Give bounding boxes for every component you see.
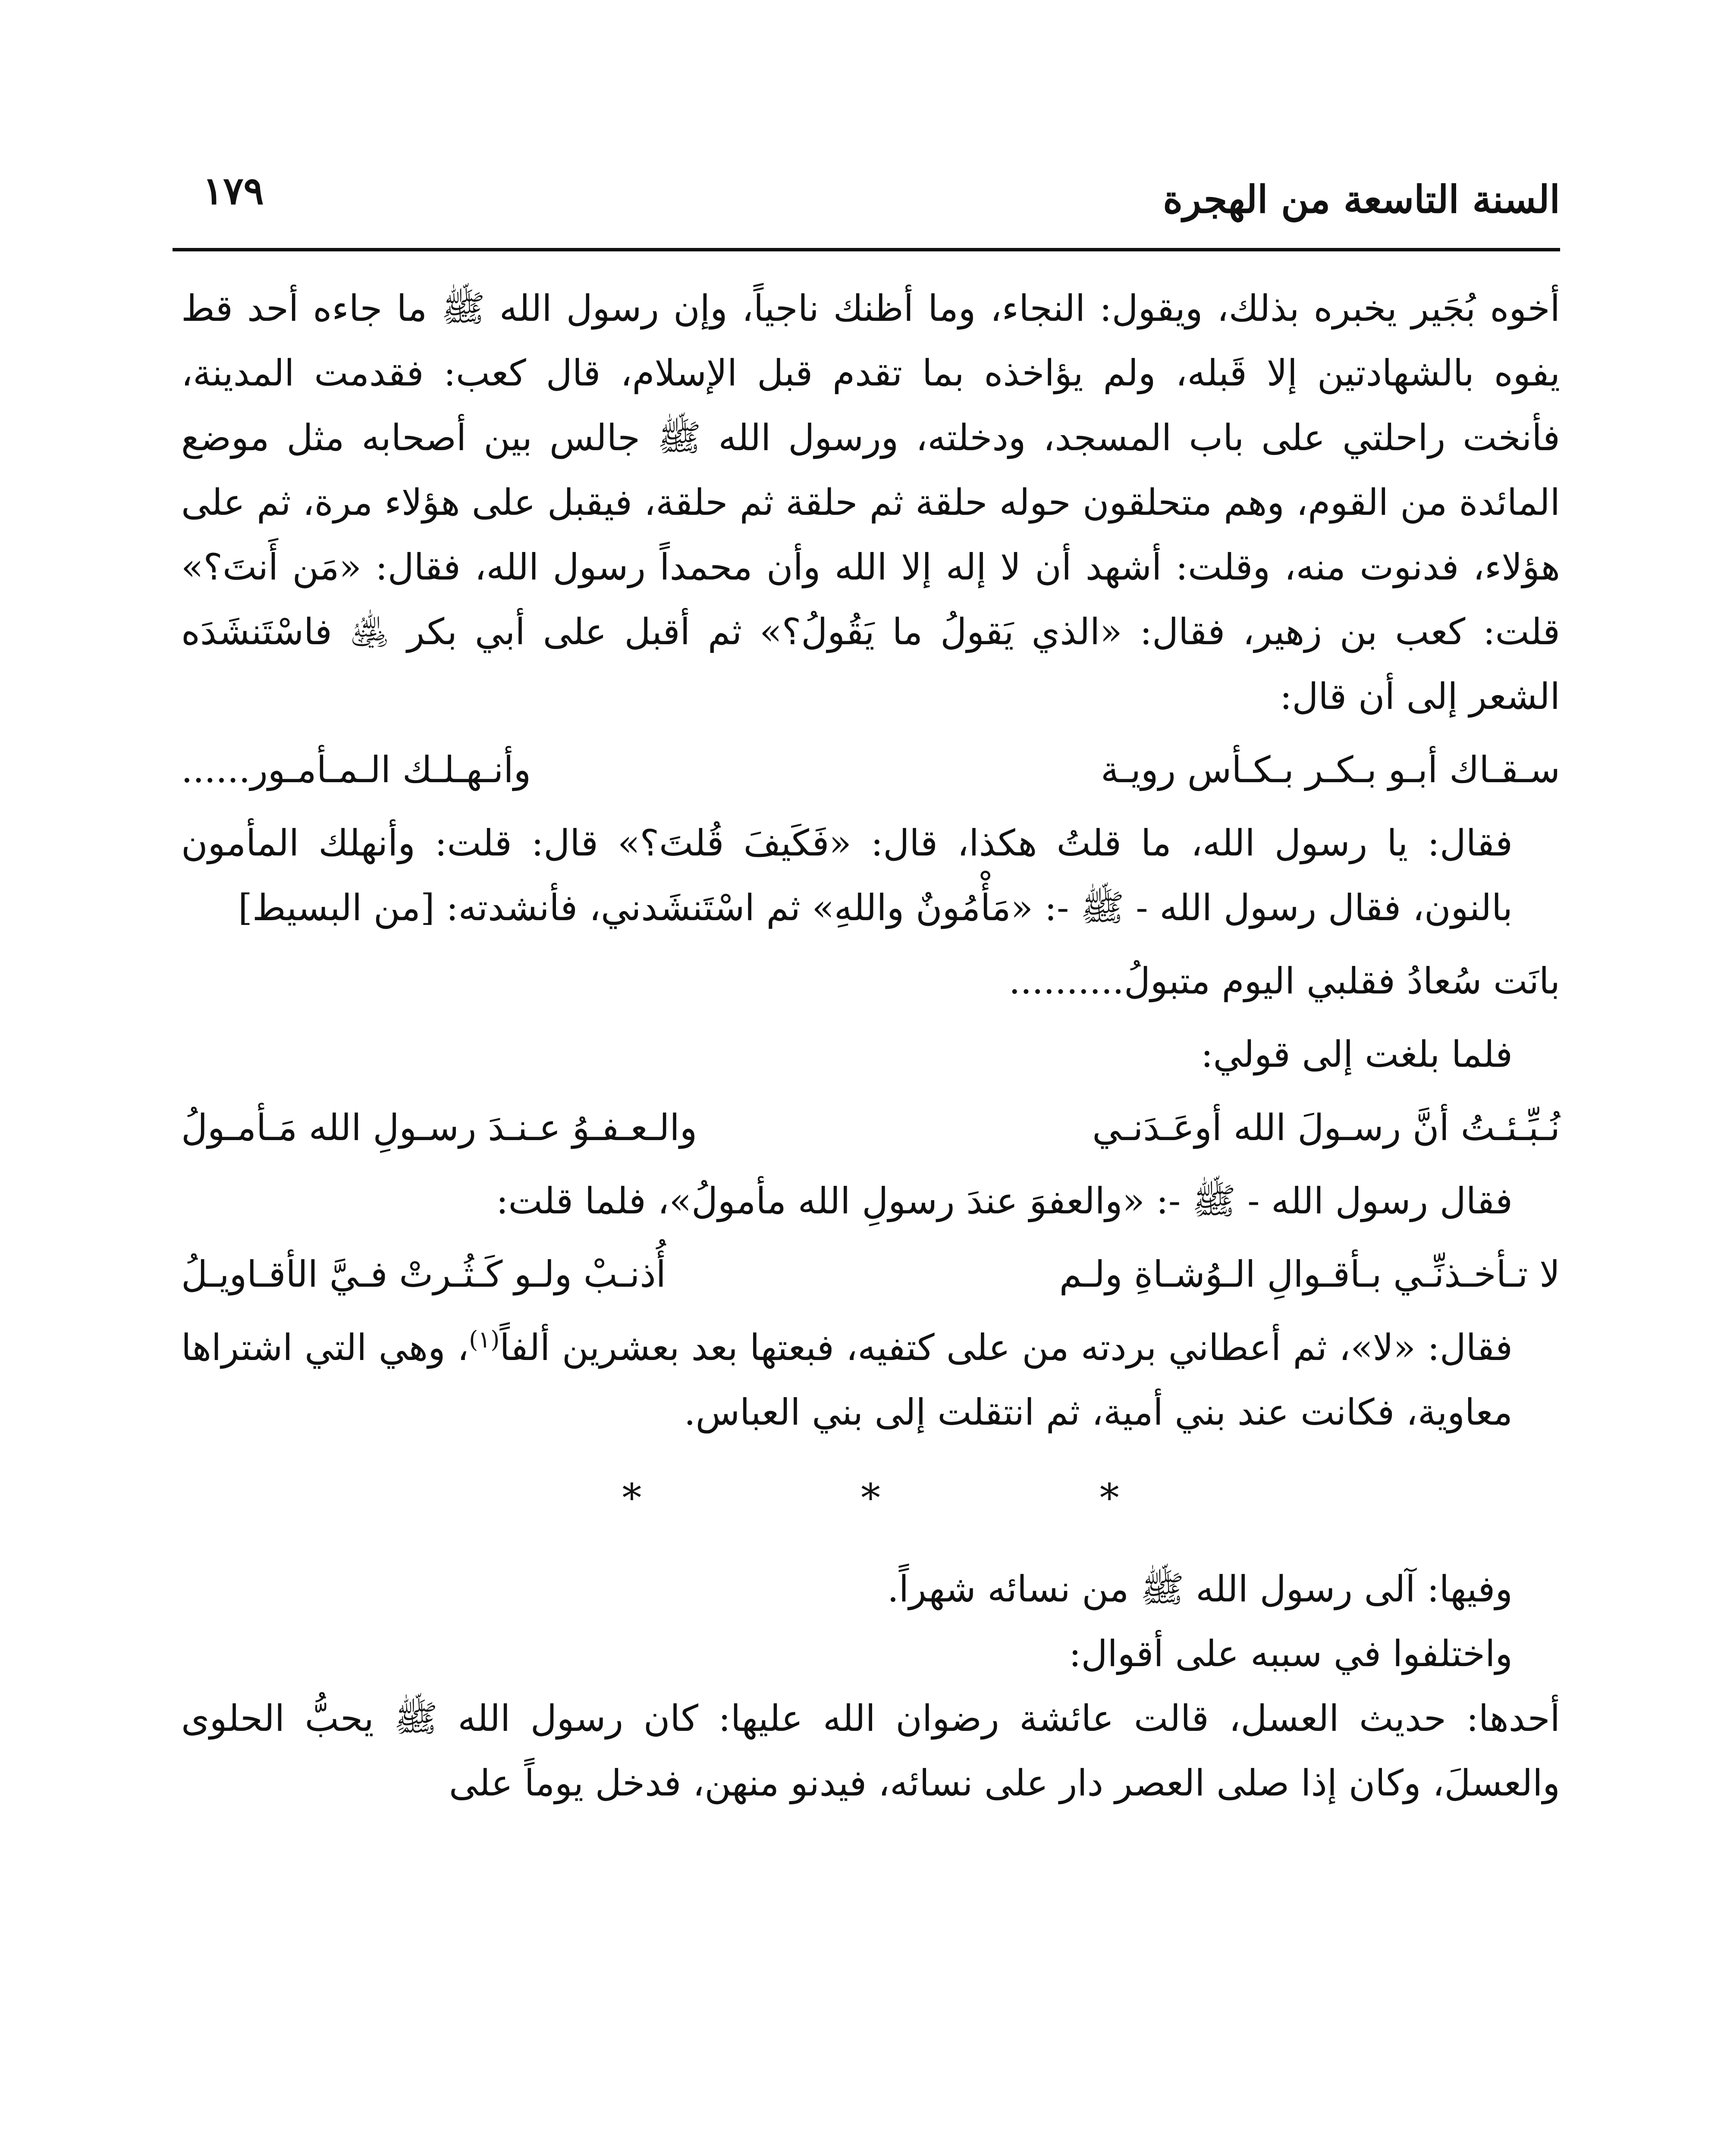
- verse-saqaka: [181, 737, 1560, 802]
- paragraph-forgiveness: فقال رسول الله - ﷺ -: «والعفوَ عندَ رسولِ الله مأمولُ»، فلما قلت:: [496, 1180, 1513, 1222]
- page-number: ١٧٩: [203, 168, 264, 213]
- verse-first-hemistich: لا تـأخـذنِّـي بـأقـوالِ الـوُشـاةِ ولـم: [1059, 1253, 1560, 1295]
- paragraph-kaab-arrival: أخوه بُجَير يخبره بذلك، ويقول: النجاء، وما أظنك ناجياً، وإن رسول الله ﷺ ما جاءه أحد قط يفوه بالشهادتين إلا قَبله، ولم يؤاخذه بما تقدم قبل الإسلام، قال كعب: فقدمت المدينة، فأنخت راحلتي على باب المسجد، ودخلته، ورسول الله ﷺ جالس بين أصحابه مثل موضع المائدة من القوم، وهم متحلقون حوله حلقة ثم حلقة ثم حلقة، فيقبل على هؤلاء مرة، ثم على هؤلاء، فدنوت منه، وقلت: أشهد أن لا إله إلا الله وأن محمداً رسول الله، فقال: «مَن أَنتَ؟» قلت: كعب بن زهير، فقال: «الذي يَقولُ ما يَقُولُ؟» ثم أقبل على أبي بكر ﵁ فاسْتَنشَدَه الشعر إلى أن قال:: [181, 287, 1560, 718]
- burda-text: فقال: «لا»، ثم أعطاني بردته من على كتفيه، فبعتها بعد بعشرين ألفاً: [499, 1326, 1513, 1369]
- verse-nubbi-tu: [181, 1095, 1560, 1160]
- verse-second-hemistich: وأنـهـلـك الـمـأمـور......: [181, 749, 531, 791]
- verse-second-hemistich: والـعـفـوُ عـنـدَ رسـولِ الله مَـأمـولُ: [181, 1106, 697, 1149]
- verse-first-hemistich: سـقـاك أبـو بـكـر بـكـأس رويـة: [1100, 749, 1560, 791]
- paragraph-when-reached: فلما بلغت إلى قولي:: [1201, 1033, 1513, 1075]
- verse-la-takhudhanni: [181, 1242, 1560, 1307]
- header-rule: [173, 248, 1560, 251]
- paragraph-mamun: فقال: يا رسول الله، ما قلتُ هكذا، قال: «فَكَيفَ قُلتَ؟» قال: قلت: وأنهلك المأمون بالنون، فقال رسول الله - ﷺ -: «مَأْمُونٌ واللهِ» ثم اسْتَنشَدني، فأنشدته: [من البسيط]: [181, 822, 1513, 929]
- verse-banat-suad: [181, 949, 1560, 1013]
- burda-text-cont: ، وهي التي اشتراها معاوية، فكانت عند بني أمية، ثم انتقلت إلى بني العباس.: [181, 1326, 1513, 1433]
- verse-line: بانَت سُعادُ فقلبي اليوم متبولُ..........: [1008, 960, 1560, 1002]
- paragraph-burda: [181, 1315, 1560, 1445]
- running-title: السنة التاسعة من الهجرة: [1163, 177, 1560, 222]
- verse-second-hemistich: أُذنـبْ ولـو كَـثُـرتْ فـيَّ الأقـاويـلُ: [181, 1253, 666, 1295]
- page-header: [173, 160, 1560, 254]
- section-separator: * * *: [622, 1476, 1223, 1521]
- footnote-reference[interactable]: (١): [469, 1326, 500, 1353]
- paragraph-ila: وفيها: آلى رسول الله ﷺ من نسائه شهراً.: [887, 1568, 1513, 1610]
- main-text: [181, 276, 1560, 1815]
- paragraph-disagreement: واختلفوا في سببه على أقوال:: [1069, 1633, 1513, 1675]
- verse-first-hemistich: نُـبِّـئـتُ أنَّ رسـولَ الله أوعَـدَنـي: [1092, 1106, 1560, 1149]
- paragraph-honey-hadith: أحدها: حديث العسل، قالت عائشة رضوان الله عليها: كان رسول الله ﷺ يحبُّ الحلوى والعسلَ، وكان إذا صلى العصر دار على نسائه، فيدنو منهن، فدخل يوماً على: [181, 1697, 1560, 1804]
